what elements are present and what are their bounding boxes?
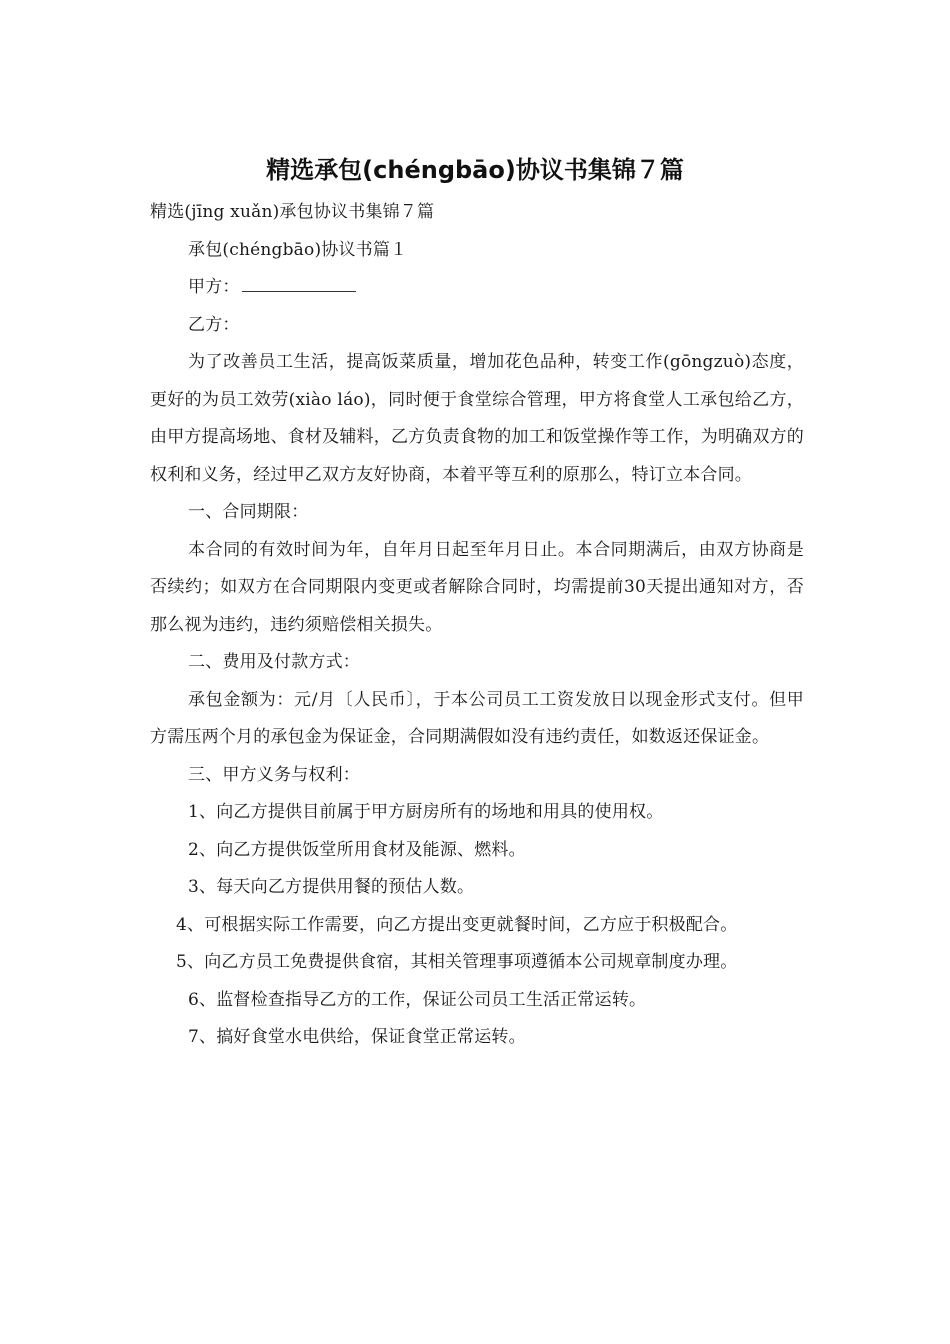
- document-body: [150, 194, 804, 1057]
- document-title: 精选承包(chéngbāo)协议书集锦７篇: [266, 156, 684, 184]
- party-b-label: 乙方：: [188, 314, 240, 335]
- party-a-label: 甲方：: [188, 277, 240, 297]
- clause3-item-5: 5、向乙方员工免费提供食宿，其相关管理事项遵循本公司规章制度办理。: [176, 952, 738, 972]
- party-a-blank: [242, 273, 356, 292]
- clause3-item-4: 4、可根据实际工作需要，向乙方提出变更就餐时间，乙方应于积极配合。: [176, 914, 738, 935]
- clause3-item-3: 3、每天向乙方提供用餐的预估人数。: [188, 877, 475, 897]
- clause2-heading: 二、费用及付款方式：: [188, 652, 360, 672]
- clause1-paragraph: 本合同的有效时间为年，自年月日起至年月日止。本合同期满后，由双方协商是否续约；如双方在合同期限内变更或者解除合同时，均需提前30天提出通知对方，否那么视为违约，违约须赔偿相关损失。: [150, 539, 804, 635]
- intro-paragraph: 为了改善员工生活，提高饭菜质量，增加花色品种，转变工作(gōngzuò)态度，更好的为员工效劳(xiào láo)，同时便于食堂综合管理，甲方将食堂人工承包给乙方，由甲方提高场地、食材及辅料，乙方负责食物的加工和饭堂操作等工作，为明确双方的权利和义务，经过甲乙双方友好协商，本着平等互利的原那么，特订立本合同。: [150, 352, 804, 485]
- clause1-heading: 一、合同期限：: [188, 502, 309, 522]
- clause3-item-6: 6、监督检查指导乙方的工作，保证公司员工生活正常运转。: [188, 989, 647, 1010]
- clause3-heading: 三、甲方义务与权利：: [188, 764, 360, 785]
- document-subtitle: 精选(jīng xuǎn)承包协议书集锦７篇: [150, 202, 435, 222]
- party-a-line: [150, 269, 804, 307]
- clause3-item-2: 2、向乙方提供饭堂所用食材及能源、燃料。: [188, 839, 526, 860]
- clause3-item-7: 7、搞好食堂水电供给，保证食堂正常运转。: [188, 1027, 526, 1047]
- clause3-item-1: 1、向乙方提供目前属于甲方厨房所有的场地和用具的使用权。: [188, 802, 664, 822]
- clause2-paragraph: 承包金额为：元/月〔人民币〕，于本公司员工工资发放日以现金形式支付。但甲方需压两个月的承包金为保证金，合同期满假如没有违约责任，如数返还保证金。: [150, 689, 804, 747]
- section-heading: 承包(chéngbāo)协议书篇１: [188, 239, 408, 260]
